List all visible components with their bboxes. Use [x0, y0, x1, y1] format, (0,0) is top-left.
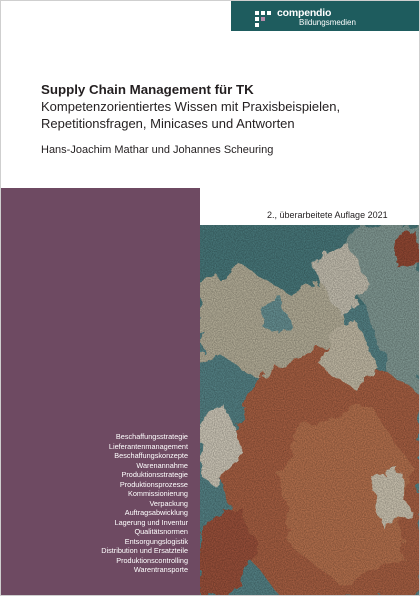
topic-item: Verpackung: [149, 498, 188, 508]
topic-item: Distribution und Ersatzteile: [101, 546, 188, 555]
publisher-name: compendio: [277, 7, 332, 19]
book-authors: Hans-Joachim Mathar und Johannes Scheuring: [41, 144, 274, 156]
subtitle-line-2: Repetitionsfragen, Minicases und Antworten: [41, 116, 295, 131]
topic-item: Beschaffungskonzepte: [114, 451, 188, 460]
publisher-subline: Bildungsmedien: [299, 18, 356, 27]
publisher-logo-icon: [255, 11, 272, 28]
cover-image: [200, 225, 420, 596]
topic-item: Beschaffungsstrategie: [115, 432, 188, 441]
topic-item: Warentransporte: [133, 565, 188, 574]
topic-item: Qualitätsnormen: [134, 527, 188, 536]
topic-item: Lieferantenmanagement: [108, 441, 188, 451]
book-title: Supply Chain Management für TK: [41, 82, 254, 97]
topic-item: Lagerung und Inventur: [114, 517, 188, 527]
topic-item: Produktionsprozesse: [119, 479, 188, 489]
subtitle-line-1: Kompetenzorientiertes Wissen mit Praxisbeispielen,: [41, 99, 341, 114]
topic-item: Produktionscontrolling: [116, 555, 188, 565]
topic-item: Warenannahme: [136, 460, 188, 470]
topic-list: [101, 432, 188, 575]
edition-note: 2., überarbeitete Auflage 2021: [267, 210, 388, 220]
topic-item: Auftragsabwicklung: [124, 508, 188, 517]
book-subtitle: [41, 98, 340, 132]
topic-item: Produktionsstrategie: [121, 470, 188, 479]
topic-item: Entsorgungslogistik: [124, 536, 188, 546]
topic-item: Kommissionierung: [127, 489, 188, 498]
